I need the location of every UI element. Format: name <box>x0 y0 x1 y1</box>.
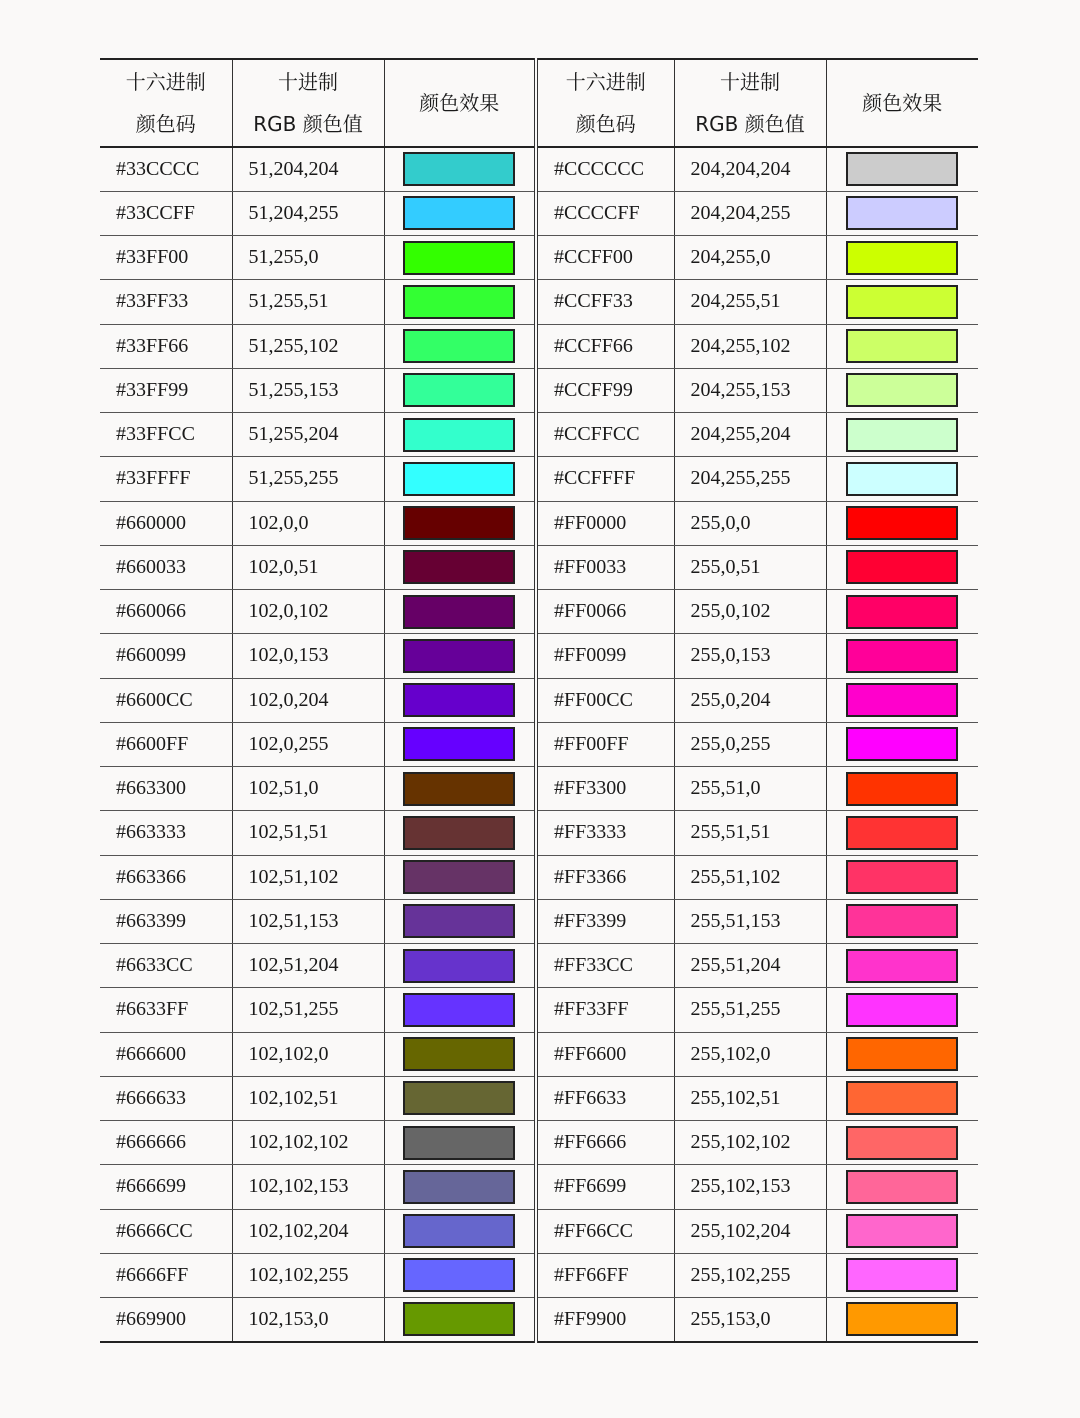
table-row <box>100 855 978 899</box>
table-row <box>100 280 978 324</box>
hex-code-cell: #660000 <box>100 501 232 545</box>
hex-code-cell: #666633 <box>100 1076 232 1120</box>
rgb-value-cell: 102,0,0 <box>232 501 384 545</box>
table-row <box>100 1298 978 1342</box>
color-swatch <box>846 329 958 363</box>
color-effect-cell <box>826 1032 978 1076</box>
hex-code-cell: #FF3333 <box>536 811 674 855</box>
header-effect-left <box>384 59 536 147</box>
color-swatch <box>403 329 515 363</box>
color-swatch <box>403 1302 515 1336</box>
color-effect-cell <box>384 413 536 457</box>
hex-code-cell: #666600 <box>100 1032 232 1076</box>
rgb-value-cell: 204,255,153 <box>674 368 826 412</box>
table-row <box>100 1032 978 1076</box>
header-rgb-line2: RGB 颜色值 <box>695 112 805 136</box>
hex-code-cell: #CCFFCC <box>536 413 674 457</box>
hex-code-cell: #6666CC <box>100 1209 232 1253</box>
table-row <box>100 590 978 634</box>
color-swatch <box>846 1037 958 1071</box>
header-rgb-line1: 十进制 <box>278 70 338 94</box>
color-effect-cell <box>384 899 536 943</box>
hex-code-cell: #33CCFF <box>100 191 232 235</box>
table-row <box>100 413 978 457</box>
color-effect-cell <box>826 634 978 678</box>
hex-code-cell: #33FF99 <box>100 368 232 412</box>
header-rgb-line1: 十进制 <box>720 70 780 94</box>
rgb-value-cell: 51,255,204 <box>232 413 384 457</box>
rgb-value-cell: 51,204,255 <box>232 191 384 235</box>
hex-code-cell: #33FF00 <box>100 236 232 280</box>
color-effect-cell <box>826 1298 978 1342</box>
color-effect-cell <box>826 191 978 235</box>
color-effect-cell <box>826 147 978 191</box>
color-swatch <box>403 1037 515 1071</box>
hex-code-cell: #6666FF <box>100 1253 232 1297</box>
color-swatch <box>846 816 958 850</box>
color-effect-cell <box>826 590 978 634</box>
color-effect-cell <box>826 413 978 457</box>
table-row <box>100 767 978 811</box>
hex-code-cell: #FF66FF <box>536 1253 674 1297</box>
color-swatch <box>403 816 515 850</box>
color-effect-cell <box>384 147 536 191</box>
color-effect-cell <box>826 988 978 1032</box>
rgb-value-cell: 51,255,0 <box>232 236 384 280</box>
color-effect-cell <box>826 767 978 811</box>
color-effect-cell <box>826 1165 978 1209</box>
rgb-value-cell: 102,0,204 <box>232 678 384 722</box>
color-effect-cell <box>384 590 536 634</box>
color-swatch <box>846 418 958 452</box>
color-swatch <box>846 241 958 275</box>
rgb-value-cell: 255,51,255 <box>674 988 826 1032</box>
rgb-value-cell: 255,51,153 <box>674 899 826 943</box>
color-swatch <box>846 1170 958 1204</box>
hex-code-cell: #663300 <box>100 767 232 811</box>
color-effect-cell <box>384 1032 536 1076</box>
hex-code-cell: #6633FF <box>100 988 232 1032</box>
color-swatch <box>403 285 515 319</box>
rgb-value-cell: 255,51,51 <box>674 811 826 855</box>
hex-code-cell: #33CCCC <box>100 147 232 191</box>
hex-code-cell: #CCFFFF <box>536 457 674 501</box>
table-row <box>100 501 978 545</box>
color-effect-cell <box>826 1253 978 1297</box>
color-swatch <box>403 196 515 230</box>
color-swatch <box>403 1170 515 1204</box>
color-effect-cell <box>826 944 978 988</box>
table-row <box>100 634 978 678</box>
rgb-value-cell: 255,0,255 <box>674 722 826 766</box>
color-swatch <box>403 550 515 584</box>
hex-code-cell: #FF0033 <box>536 545 674 589</box>
color-swatch <box>846 1302 958 1336</box>
color-swatch <box>846 772 958 806</box>
hex-code-cell: #CCCCFF <box>536 191 674 235</box>
rgb-value-cell: 102,51,204 <box>232 944 384 988</box>
color-effect-cell <box>384 1253 536 1297</box>
color-swatch <box>403 860 515 894</box>
table-row <box>100 1253 978 1297</box>
rgb-value-cell: 51,204,204 <box>232 147 384 191</box>
hex-code-cell: #33FFFF <box>100 457 232 501</box>
rgb-value-cell: 102,51,51 <box>232 811 384 855</box>
color-effect-cell <box>384 1298 536 1342</box>
color-swatch <box>403 904 515 938</box>
color-effect-cell <box>826 457 978 501</box>
table-row <box>100 191 978 235</box>
color-effect-cell <box>384 855 536 899</box>
color-swatch <box>846 860 958 894</box>
color-swatch <box>846 727 958 761</box>
color-swatch <box>846 550 958 584</box>
color-swatch <box>846 595 958 629</box>
hex-code-cell: #FF0099 <box>536 634 674 678</box>
color-effect-cell <box>826 811 978 855</box>
hex-code-cell: #660066 <box>100 590 232 634</box>
hex-code-cell: #663333 <box>100 811 232 855</box>
header-rgb-right <box>674 59 826 147</box>
hex-code-cell: #33FFCC <box>100 413 232 457</box>
table-row <box>100 545 978 589</box>
header-hex-left <box>100 59 232 147</box>
color-effect-cell <box>384 722 536 766</box>
hex-code-cell: #FF0066 <box>536 590 674 634</box>
color-effect-cell <box>826 1076 978 1120</box>
color-effect-cell <box>826 545 978 589</box>
header-hex-line2: 颜色码 <box>575 112 636 136</box>
rgb-value-cell: 51,255,255 <box>232 457 384 501</box>
hex-code-cell: #FF33CC <box>536 944 674 988</box>
rgb-value-cell: 102,102,0 <box>232 1032 384 1076</box>
color-effect-cell <box>384 324 536 368</box>
hex-code-cell: #663366 <box>100 855 232 899</box>
hex-code-cell: #669900 <box>100 1298 232 1342</box>
header-effect-label: 颜色效果 <box>862 91 943 115</box>
color-swatch <box>403 1214 515 1248</box>
color-code-table <box>100 58 978 1343</box>
rgb-value-cell: 51,255,102 <box>232 324 384 368</box>
hex-code-cell: #6633CC <box>100 944 232 988</box>
rgb-value-cell: 102,102,102 <box>232 1121 384 1165</box>
color-swatch <box>403 1258 515 1292</box>
header-effect-right <box>826 59 978 147</box>
header-hex-line1: 十六进制 <box>565 70 646 94</box>
color-effect-cell <box>384 678 536 722</box>
rgb-value-cell: 102,0,255 <box>232 722 384 766</box>
table-row <box>100 678 978 722</box>
color-effect-cell <box>826 236 978 280</box>
color-swatch <box>403 373 515 407</box>
color-effect-cell <box>826 722 978 766</box>
hex-code-cell: #663399 <box>100 899 232 943</box>
color-swatch <box>846 1214 958 1248</box>
table-row <box>100 1121 978 1165</box>
color-swatch <box>403 506 515 540</box>
color-effect-cell <box>384 767 536 811</box>
hex-code-cell: #660033 <box>100 545 232 589</box>
hex-code-cell: #FF0000 <box>536 501 674 545</box>
color-effect-cell <box>384 1165 536 1209</box>
rgb-value-cell: 102,0,102 <box>232 590 384 634</box>
table-row <box>100 899 978 943</box>
header-rgb-line2: RGB 颜色值 <box>253 112 363 136</box>
rgb-value-cell: 204,204,255 <box>674 191 826 235</box>
color-swatch <box>846 1081 958 1115</box>
color-swatch <box>846 1258 958 1292</box>
hex-code-cell: #FF00CC <box>536 678 674 722</box>
color-effect-cell <box>826 855 978 899</box>
color-effect-cell <box>826 899 978 943</box>
rgb-value-cell: 255,0,51 <box>674 545 826 589</box>
color-effect-cell <box>384 634 536 678</box>
rgb-value-cell: 255,102,255 <box>674 1253 826 1297</box>
rgb-value-cell: 204,255,51 <box>674 280 826 324</box>
hex-code-cell: #FF00FF <box>536 722 674 766</box>
rgb-value-cell: 255,102,204 <box>674 1209 826 1253</box>
rgb-value-cell: 255,153,0 <box>674 1298 826 1342</box>
color-swatch <box>846 904 958 938</box>
hex-code-cell: #FF6600 <box>536 1032 674 1076</box>
hex-code-cell: #CCFF99 <box>536 368 674 412</box>
color-swatch <box>846 1126 958 1160</box>
color-effect-cell <box>384 1121 536 1165</box>
hex-code-cell: #FF3399 <box>536 899 674 943</box>
color-swatch <box>846 506 958 540</box>
color-swatch <box>403 683 515 717</box>
header-hex-line1: 十六进制 <box>125 70 206 94</box>
color-effect-cell <box>384 191 536 235</box>
color-effect-cell <box>384 457 536 501</box>
table-row <box>100 368 978 412</box>
color-swatch <box>846 285 958 319</box>
table-header-row <box>100 59 978 147</box>
rgb-value-cell: 255,102,51 <box>674 1076 826 1120</box>
rgb-value-cell: 255,51,204 <box>674 944 826 988</box>
color-swatch <box>846 639 958 673</box>
hex-code-cell: #CCFF66 <box>536 324 674 368</box>
color-effect-cell <box>384 501 536 545</box>
color-swatch <box>403 639 515 673</box>
rgb-value-cell: 102,102,51 <box>232 1076 384 1120</box>
table-row <box>100 811 978 855</box>
hex-code-cell: #6600CC <box>100 678 232 722</box>
table-row <box>100 944 978 988</box>
header-rgb-left <box>232 59 384 147</box>
table-row <box>100 324 978 368</box>
rgb-value-cell: 255,0,0 <box>674 501 826 545</box>
hex-code-cell: #FF33FF <box>536 988 674 1032</box>
color-effect-cell <box>384 1076 536 1120</box>
color-swatch <box>403 772 515 806</box>
table-row <box>100 147 978 191</box>
color-swatch <box>403 949 515 983</box>
color-effect-cell <box>384 944 536 988</box>
rgb-value-cell: 51,255,51 <box>232 280 384 324</box>
header-effect-label: 颜色效果 <box>419 91 500 115</box>
rgb-value-cell: 204,204,204 <box>674 147 826 191</box>
rgb-value-cell: 102,0,51 <box>232 545 384 589</box>
hex-code-cell: #33FF66 <box>100 324 232 368</box>
color-swatch <box>403 993 515 1027</box>
hex-code-cell: #FF3300 <box>536 767 674 811</box>
color-swatch <box>403 152 515 186</box>
color-effect-cell <box>826 368 978 412</box>
rgb-value-cell: 102,0,153 <box>232 634 384 678</box>
hex-code-cell: #FF6699 <box>536 1165 674 1209</box>
table-row <box>100 457 978 501</box>
color-swatch <box>403 595 515 629</box>
table-row <box>100 988 978 1032</box>
rgb-value-cell: 51,255,153 <box>232 368 384 412</box>
rgb-value-cell: 204,255,204 <box>674 413 826 457</box>
color-effect-cell <box>826 1209 978 1253</box>
rgb-value-cell: 204,255,255 <box>674 457 826 501</box>
rgb-value-cell: 102,51,255 <box>232 988 384 1032</box>
table-body <box>100 147 978 1342</box>
rgb-value-cell: 255,0,102 <box>674 590 826 634</box>
hex-code-cell: #FF66CC <box>536 1209 674 1253</box>
rgb-value-cell: 102,51,0 <box>232 767 384 811</box>
rgb-value-cell: 102,51,102 <box>232 855 384 899</box>
table-row <box>100 236 978 280</box>
table-row <box>100 1209 978 1253</box>
hex-code-cell: #666699 <box>100 1165 232 1209</box>
color-swatch <box>403 418 515 452</box>
color-swatch <box>403 1081 515 1115</box>
color-swatch <box>403 727 515 761</box>
rgb-value-cell: 255,51,0 <box>674 767 826 811</box>
rgb-value-cell: 102,153,0 <box>232 1298 384 1342</box>
color-effect-cell <box>826 280 978 324</box>
rgb-value-cell: 255,0,153 <box>674 634 826 678</box>
hex-code-cell: #CCFF33 <box>536 280 674 324</box>
hex-code-cell: #CCCCCC <box>536 147 674 191</box>
table-row <box>100 722 978 766</box>
rgb-value-cell: 255,102,153 <box>674 1165 826 1209</box>
hex-code-cell: #FF6666 <box>536 1121 674 1165</box>
color-effect-cell <box>384 988 536 1032</box>
rgb-value-cell: 204,255,102 <box>674 324 826 368</box>
hex-code-cell: #6600FF <box>100 722 232 766</box>
color-swatch <box>403 462 515 496</box>
rgb-value-cell: 255,102,102 <box>674 1121 826 1165</box>
color-swatch <box>403 241 515 275</box>
hex-code-cell: #33FF33 <box>100 280 232 324</box>
color-effect-cell <box>826 1121 978 1165</box>
header-hex-right <box>536 59 674 147</box>
color-effect-cell <box>384 280 536 324</box>
color-effect-cell <box>384 545 536 589</box>
rgb-value-cell: 255,0,204 <box>674 678 826 722</box>
color-effect-cell <box>384 236 536 280</box>
header-hex-line2: 颜色码 <box>135 112 196 136</box>
table-row <box>100 1076 978 1120</box>
color-swatch <box>846 462 958 496</box>
color-swatch <box>846 373 958 407</box>
color-swatch <box>846 993 958 1027</box>
color-effect-cell <box>384 368 536 412</box>
color-swatch <box>846 196 958 230</box>
color-effect-cell <box>384 811 536 855</box>
rgb-value-cell: 102,102,153 <box>232 1165 384 1209</box>
hex-code-cell: #FF6633 <box>536 1076 674 1120</box>
color-effect-cell <box>826 678 978 722</box>
hex-code-cell: #660099 <box>100 634 232 678</box>
hex-code-cell: #FF9900 <box>536 1298 674 1342</box>
table-row <box>100 1165 978 1209</box>
rgb-value-cell: 255,51,102 <box>674 855 826 899</box>
rgb-value-cell: 102,102,204 <box>232 1209 384 1253</box>
rgb-value-cell: 204,255,0 <box>674 236 826 280</box>
rgb-value-cell: 255,102,0 <box>674 1032 826 1076</box>
color-swatch <box>846 949 958 983</box>
color-effect-cell <box>384 1209 536 1253</box>
color-effect-cell <box>826 324 978 368</box>
color-swatch <box>846 683 958 717</box>
hex-code-cell: #FF3366 <box>536 855 674 899</box>
color-swatch <box>846 152 958 186</box>
rgb-value-cell: 102,51,153 <box>232 899 384 943</box>
color-effect-cell <box>826 501 978 545</box>
hex-code-cell: #666666 <box>100 1121 232 1165</box>
rgb-value-cell: 102,102,255 <box>232 1253 384 1297</box>
hex-code-cell: #CCFF00 <box>536 236 674 280</box>
color-swatch <box>403 1126 515 1160</box>
